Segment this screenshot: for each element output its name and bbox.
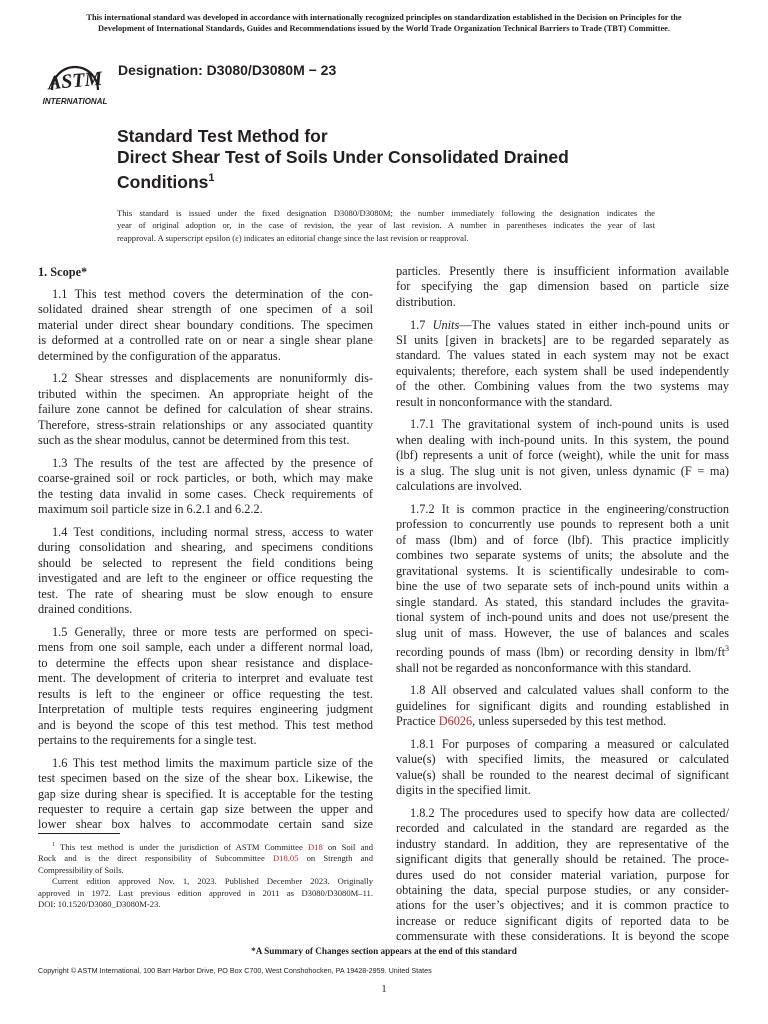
paragraph-1-7-2 (396, 502, 729, 676)
title-line-2: Direct Shear Test of Soils Under Consolidated Drained (117, 147, 569, 167)
paragraph-1-2 (38, 371, 373, 448)
intro-line: reapproval. A superscript epsilon (ε) indicates an editorial change since the last revision or reapproval. (117, 232, 469, 243)
text-line: dures used do not consider material variation, purpose for (396, 867, 729, 882)
text-line: shall not be regarded as nonconformance with this standard. (396, 660, 692, 675)
page-number: 1 (381, 983, 387, 995)
text-line: 1.7.2 It is common practice in the engineering/construction (410, 501, 729, 516)
text-line: recording pounds of mass (lbm) or recording density in lbm/ft (396, 645, 725, 660)
footnotes (38, 840, 373, 911)
text-line: drained conditions. (38, 602, 133, 617)
subcommittee-d18-05-link[interactable]: D18.05 (272, 853, 299, 864)
paragraph-1-5 (38, 625, 373, 749)
text-line: result in nonconformance with the standard. (396, 394, 613, 409)
text-line: is a slug. The slug unit is not given, unless dynamic (F = ma) (396, 463, 729, 478)
doi-note: DOI: 10.1520/D3080_D3080M-23. (38, 899, 161, 910)
footnote-text: on Soil and (322, 841, 373, 852)
text-line: digits in the specified limit. (396, 783, 531, 798)
d6026-link[interactable]: D6026 (438, 714, 473, 729)
footnote-text: Compressibility of Soils. (38, 864, 124, 875)
text-line: 1.5 Generally, three or more tests are performed on speci- (52, 624, 373, 639)
right-column (396, 264, 729, 952)
text-line: guidelines for significant digits and rounding established in (396, 698, 729, 713)
astm-logo (40, 50, 110, 106)
text-line: recorded and calculated in the standard are regarded as the (396, 821, 729, 836)
text-line: particles. Presently there is insufficient information available (396, 264, 729, 278)
text-fragment: , unless superseded by this test method. (472, 714, 667, 729)
text-line: test specimen based on the size of the shear box. Likewise, the (38, 771, 373, 786)
text-line: calculations are involved. (396, 479, 522, 494)
paragraph-1-6 (38, 756, 373, 833)
paragraph-number: 1.7 (410, 317, 433, 332)
paragraph-1-7-1 (396, 417, 729, 494)
text-line: lower shear box halves to accommodate certain sand size (38, 817, 373, 832)
footnote-marker: 1 (52, 842, 55, 848)
text-line: and is beyond the scope of this test method. This test method (38, 717, 373, 732)
text-line: profession to concurrently use pounds to represent both a unit (396, 517, 729, 532)
text-line: 1.6 This test method limits the maximum particle size of the (52, 755, 373, 770)
text-line: should be selected to represent the field conditions being (38, 555, 373, 570)
text-line: failure zone cannot be defined for calculation of shear strains. (38, 402, 373, 417)
footnote-text: on Strength and (298, 853, 374, 864)
paragraph-1-8-1 (396, 737, 729, 799)
text-line: when dealing with inch-pound units. In this system, the pound (396, 432, 729, 447)
text-line: obtaining the data, special purpose studies, or any consider- (396, 882, 729, 897)
text-line: 1.8.1 For purposes of comparing a measured or calculated (410, 736, 729, 751)
text-line: Interpretation of multiple tests requires engineering judgment (38, 702, 373, 717)
committee-d18-link[interactable]: D18 (307, 841, 323, 852)
intro-line: year of original adoption or, in the case of revision, the year of last revision. A number in parentheses indicates the year of last (117, 220, 655, 231)
text-line: requester to require a certain gap size between the upper and (38, 801, 373, 816)
paragraph-1-4 (38, 525, 373, 618)
footnote-text: This test method is under the jurisdiction of ASTM Committee (55, 841, 308, 852)
text-line: equivalents; therefore, each system shall be used independently (396, 363, 729, 378)
title-line-1: Standard Test Method for (117, 126, 328, 146)
top-notice-line: This international standard was developed in accordance with internationally recognized principles on standardization established in the Decision on Principles for the (86, 13, 682, 22)
text-line: ment. The development of criteria to interpret and evaluate test (38, 671, 373, 686)
text-line: of the other. Combining values from the two systems may (396, 379, 729, 394)
text-line: 1.3 The results of the test are affected by the presence of (52, 455, 373, 470)
paragraph-1-7 (396, 318, 729, 411)
text-line: tributed within the specimen. An appropriate height of the (38, 386, 373, 401)
text-line: 1.7.1 The gravitational system of inch-pound units is used (410, 417, 729, 432)
paragraph-1-8-2 (396, 806, 729, 945)
footnote-ref: 3 (725, 643, 729, 653)
text-line: determined by the configuration of the apparatus. (38, 348, 281, 363)
text-line: SI units [given in brackets] are to be regarded separately as (396, 333, 729, 347)
text-line: 1.8 All observed and calculated values shall conform to the (410, 683, 729, 698)
text-line: coarse-grained soil or rock particles, or both, which may make (38, 471, 373, 486)
text-line: gravitational systems. It is scientifically undesirable to com- (396, 563, 729, 578)
title-footnote-marker: 1 (208, 172, 215, 184)
text-line: Therefore, stress-strain relationships or any associated quantity (38, 417, 373, 432)
title-line-3: Conditions (117, 171, 209, 192)
text-line: value(s) shall be rounded to the nearest decimal of significant (396, 767, 729, 782)
left-column (38, 264, 373, 840)
text-line: test. The rate of shearing must be slow enough to ensure (38, 586, 373, 601)
units-heading: Units (432, 317, 460, 332)
intro-line: This standard is issued under the fixed designation D3080/D3080M; the number immediately following the designation indicates the (117, 208, 655, 218)
edition-note: Current edition approved Nov. 1, 2023. Published December 2023. Originally (52, 876, 373, 887)
text-line: of mass (lbm) and of force (lbf). This practice implicitly (396, 532, 729, 547)
text-line: industry standard. In addition, they are representative of the (396, 836, 729, 851)
footnote-rule (38, 833, 120, 834)
text-line: 1.8.2 The procedures used to specify how data are collected/ (410, 805, 729, 820)
text-line: significant digits that generally should be retained. The proce- (396, 852, 729, 867)
paragraph-1-3 (38, 456, 373, 518)
text-line: distribution. (396, 294, 456, 309)
text-line: commensurate with these considerations. It is beyond the scope (396, 929, 729, 944)
logo-letters: ASTM (46, 67, 104, 95)
text-line: pertains to the requirements for a single test. (38, 732, 257, 747)
top-notice (38, 12, 730, 34)
paragraph-1-1 (38, 287, 373, 364)
text-line: solidated drained shear strength of one specimen of a soil (38, 302, 373, 317)
text-line: gap size during shear is specified. It is acceptable for the testing (38, 786, 373, 801)
section-heading-scope: 1. Scope* (38, 265, 88, 279)
text-line: 1.4 Test conditions, including normal stress, access to water (52, 524, 373, 539)
logo-label: INTERNATIONAL (42, 97, 108, 106)
text-line: material under direct shear boundary conditions. The specimen (38, 317, 373, 332)
text-line: the testing data invalid in some cases. Check requirements of (38, 486, 373, 501)
text-line: is deformed at a controlled rate on or near a single shear plane (38, 333, 373, 348)
text-line: such as the shear modulus, cannot be determined from this test. (38, 433, 350, 448)
text-line: 1.2 Shear stresses and displacements are nonuniformly dis- (52, 371, 373, 386)
text-line: standard. The values stated in each system may not be exact (396, 348, 729, 363)
text-line: to determine the effects upon shear resistance and displace- (38, 655, 373, 670)
text-line: for specifying the gap dimension based on particle size (396, 279, 729, 294)
summary-of-changes-note: *A Summary of Changes section appears at the end of this standard (251, 946, 517, 956)
standard-intro (117, 207, 655, 244)
text-line: value(s) with specified limits, the measured or calculated (396, 752, 729, 767)
text-line: bine the use of two separate sets of inch-pound units within a (396, 579, 729, 594)
text-line: maximum soil particle size in 6.2.1 and 6.2.2. (38, 502, 263, 517)
text-line: single standard. As stated, this standard includes the gravita- (396, 594, 729, 609)
text-line: increase or reduce significant digits of reported data to be (396, 913, 729, 928)
text-line: slug unit of mass. However, the use of balances and scales (396, 625, 729, 640)
designation: Designation: D3080/D3080M − 23 (118, 62, 337, 78)
paragraph-1-8 (396, 683, 729, 729)
text-line: mens from one soil sample, each under a different normal load, (38, 640, 373, 655)
text-fragment: Practice (396, 714, 439, 729)
text-line: tional system of inch-pound units and does not use/present the (396, 610, 729, 625)
text-line: during consolidation and shearing, and specimens conditions (38, 540, 373, 555)
paragraph-1-6-continued (396, 264, 729, 310)
top-notice-line: Development of International Standards, Guides and Recommendations issued by the World Trade Organization Technical Barriers to Trade (TBT) Committee. (98, 24, 670, 33)
text-line: (lbf) represents a unit of force (weight), while the unit for mass (396, 448, 729, 463)
text-line: ations for the user’s objectives; and it is common practice to (396, 898, 729, 913)
footnote-text: Rock and is the direct responsibility of Subcommittee (38, 853, 273, 864)
text-line: investigated and are left to the engineer or office requesting the (38, 571, 373, 586)
text-line: 1.1 This test method covers the determination of the con- (52, 287, 373, 301)
copyright: Copyright © ASTM International, 100 Barr Harbor Drive, PO Box C700, West Conshohocken, PA 19428-2959. United States (38, 966, 432, 975)
text-line: combines two separate systems of units; the absolute and the (396, 548, 729, 563)
document-title (117, 126, 569, 193)
edition-note: approved in 1972. Last previous edition approved in 2011 as D3080/D3080M–11. (38, 887, 373, 898)
text-line: results is left to the engineer or office requesting the test. (38, 686, 373, 701)
text-line: —The values stated in either inch-pound units or (459, 317, 729, 332)
